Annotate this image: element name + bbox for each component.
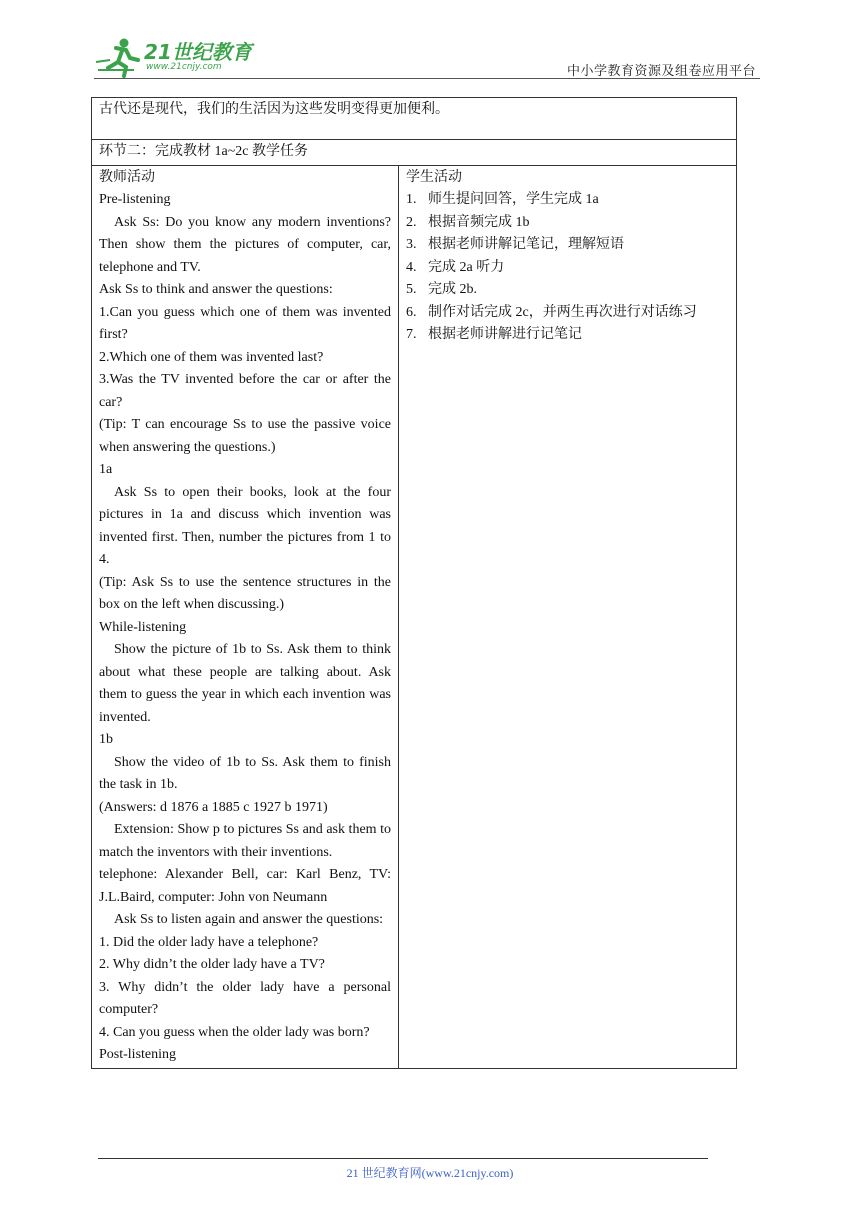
intro-text: 古代还是现代，我们的生活因为这些发明变得更加便利。 <box>99 102 449 117</box>
student-item <box>406 324 729 347</box>
student-item-text: 师生提问回答，学生完成 1a <box>428 192 599 207</box>
student-activity-cell <box>399 165 737 1068</box>
intro-cell <box>92 98 737 140</box>
logo-text: 21世纪教育 <box>144 40 252 64</box>
section-title: 环节二：完成教材 1a~2c 教学任务 <box>92 140 737 166</box>
student-item-number: 5. <box>406 282 417 297</box>
teacher-line: telephone: Alexander Bell, car: Karl Benz, TV: J.L.Baird, computer: John von Neumann <box>99 867 391 905</box>
teacher-line: Ask Ss to think and answer the questions: <box>99 282 333 297</box>
teacher-line: While-listening <box>99 619 187 635</box>
teacher-line: 1a <box>99 462 113 477</box>
teacher-line: 1. Did the older lady have a telephone? <box>99 934 319 950</box>
student-item <box>406 189 729 212</box>
student-item-number: 4. <box>406 259 417 275</box>
student-item-text: 制作对话完成 2c，并两生再次进行对话练习 <box>428 304 697 320</box>
teacher-line: Ask Ss to listen again and answer the questions: <box>114 912 384 927</box>
teacher-line: 1.Can you guess which one of them was invented first? <box>99 304 391 342</box>
teacher-line: Show the picture of 1b to Ss. Ask them to think about what these people are talking about. Ask them to guess the year in which each invention was invented. <box>99 642 391 725</box>
intro-row <box>92 98 737 140</box>
student-item-number: 3. <box>406 237 417 252</box>
teacher-line: (Tip: Ask Ss to use the sentence structures in the box on the left when discussing.) <box>99 574 391 612</box>
section-row <box>92 140 737 166</box>
teacher-line: 4. Can you guess when the older lady was born? <box>99 1024 370 1040</box>
student-item <box>406 234 729 257</box>
teacher-line: Ask Ss: Do you know any modern inventions? Then show them the pictures of computer, car, telephone and TV. <box>99 214 391 275</box>
page-header <box>94 30 760 80</box>
student-item-text: 根据老师讲解记笔记，理解短语 <box>428 237 624 252</box>
header-divider <box>94 78 760 79</box>
teacher-line: (Tip: T can encourage Ss to use the passive voice when answering the questions.) <box>99 417 391 455</box>
teacher-activity-cell <box>92 165 399 1068</box>
teacher-line: Post-listening <box>99 1047 177 1062</box>
teacher-line: Extension: Show p to pictures Ss and ask them to match the inventors with their inventions. <box>99 822 391 860</box>
teacher-line: (Answers: d 1876 a 1885 c 1927 b 1971) <box>99 799 328 815</box>
teacher-line: 1b <box>99 732 113 747</box>
teacher-line: 3. Why didn’t the older lady have a personal computer? <box>99 979 391 1017</box>
student-item-text: 完成 2b. <box>428 282 477 297</box>
student-list <box>406 189 729 347</box>
teacher-line: Show the video of 1b to Ss. Ask them to finish the task in 1b. <box>99 754 391 792</box>
logo-url: www.21cnjy.com <box>146 62 222 72</box>
teacher-line: 3.Was the TV invented before the car or after the car? <box>99 372 391 410</box>
teacher-heading: 教师活动 <box>99 169 155 185</box>
student-item <box>406 302 729 325</box>
teacher-line: 2. Why didn’t the older lady have a TV? <box>99 957 325 972</box>
platform-name: 中小学教育资源及组卷应用平台 <box>566 63 756 78</box>
student-item <box>406 212 729 235</box>
teacher-lines <box>99 189 391 1067</box>
student-heading: 学生活动 <box>406 169 462 185</box>
student-item-number: 1. <box>406 192 417 207</box>
footer-text: 21 世纪教育网(www.21cnjy.com) <box>346 1166 514 1180</box>
student-item-text: 根据音频完成 1b <box>428 214 530 230</box>
student-item <box>406 257 729 280</box>
teacher-line: 2.Which one of them was invented last? <box>99 349 324 365</box>
teacher-line: Pre-listening <box>99 192 171 207</box>
lesson-table <box>91 97 737 1069</box>
teacher-line: Ask Ss to open their books, look at the four pictures in 1a and discuss which invention was invented first. Then, number the pictures from 1 to 4. <box>99 484 391 567</box>
student-item-text: 完成 2a 听力 <box>428 259 505 275</box>
footer-divider <box>98 1158 708 1159</box>
student-item-number: 7. <box>406 327 417 342</box>
student-item-text: 根据老师讲解进行记笔记 <box>428 327 582 342</box>
student-item <box>406 279 729 302</box>
student-item-number: 2. <box>406 214 417 230</box>
student-item-number: 6. <box>406 304 417 320</box>
activities-row <box>92 165 737 1068</box>
site-logo <box>94 34 264 78</box>
